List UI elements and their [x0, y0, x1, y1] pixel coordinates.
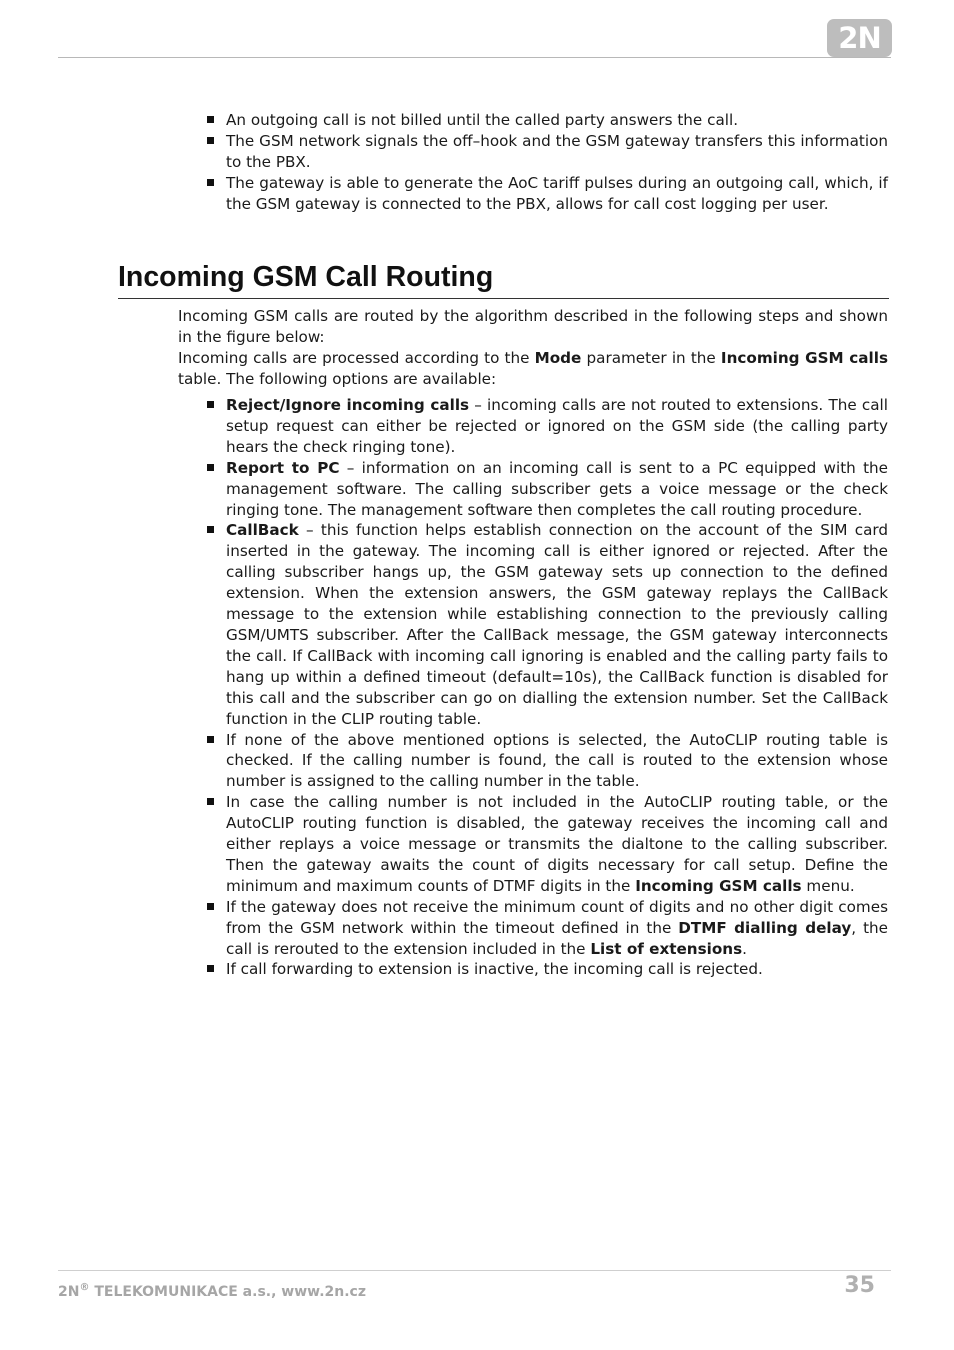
bullet-icon [207, 903, 214, 910]
list-item: Reject/Ignore incoming calls – incoming calls are not routed to extensions. The call setup request can either be rejected or ignored on the GSM side (the calling party hears the check ringing tone). [207, 395, 888, 458]
bullet-icon [207, 116, 214, 123]
bullet-icon [207, 736, 214, 743]
list-item: In case the calling number is not included in the AutoCLIP routing table, or the AutoCLIP routing function is disabled, the gateway receives the incoming call and either replays a voice message or transmits the dialtone to the calling subscriber. Then the gateway awaits the count of digits necessary for call setup. Define the minimum and maximum counts of DTMF digits in the Incoming GSM calls menu. [207, 792, 888, 897]
list-item: The gateway is able to generate the AoC tariff pulses during an outgoing call, which, if the GSM gateway is connected to the PBX, allows for call cost logging per user. [207, 173, 888, 215]
page-number: 35 [844, 1273, 875, 1298]
bullet-icon [207, 965, 214, 972]
bullet-icon [207, 526, 214, 533]
list-item: If the gateway does not receive the minimum count of digits and no other digit comes from the GSM network within the timeout defined in the DTMF dialling delay, the call is rerouted to the extension included in the List of extensions. [207, 897, 888, 960]
mode-options-list [207, 395, 888, 980]
section-intro [178, 306, 888, 390]
intro-paragraph: Incoming GSM calls are routed by the algorithm described in the following steps and shown in the figure below: [178, 307, 888, 346]
bullet-icon [207, 798, 214, 805]
bullet-icon [207, 464, 214, 471]
bullet-icon [207, 179, 214, 186]
footer-rule [58, 1270, 891, 1271]
bullet-icon [207, 401, 214, 408]
section-heading: Incoming GSM Call Routing [118, 258, 889, 299]
header-rule [58, 57, 891, 58]
list-item: An outgoing call is not billed until the called party answers the call. [207, 110, 888, 131]
list-item: If call forwarding to extension is inactive, the incoming call is rejected. [207, 959, 888, 980]
footer-company: 2N® TELEKOMUNIKACE a.s., www.2n.cz [58, 1282, 366, 1300]
intro-bullet-list [207, 110, 888, 215]
list-item: CallBack – this function helps establish connection on the account of the SIM card inserted in the gateway. The incoming call is either ignored or rejected. After the calling subscriber hangs up, the GSM gateway sets up connection to the defined extension. When the extension answers, the GSM gateway replays the CallBack message to the extension while establishing connection to the previously calling GSM/UMTS subscriber. After the CallBack message, the GSM gateway interconnects the call. If CallBack with incoming call ignoring is enabled and the calling party fails to hang up within a defined timeout (default=10s), the CallBack function is disabled for this call and the subscriber can go on dialling the extension number. Set the CallBack function in the CLIP routing table. [207, 520, 888, 729]
list-item: The GSM network signals the off–hook and the GSM gateway transfers this information to the PBX. [207, 131, 888, 173]
mode-paragraph: Incoming calls are processed according to the Mode parameter in the Incoming GSM calls table. The following options are available: [178, 348, 888, 388]
bullet-icon [207, 137, 214, 144]
list-item: Report to PC – information on an incoming call is sent to a PC equipped with the management software. The calling subscriber gets a voice message or the check ringing tone. The management software then completes the call routing procedure. [207, 458, 888, 521]
list-item: If none of the above mentioned options is selected, the AutoCLIP routing table is checked. If the calling number is found, the call is routed to the extension whose number is assigned to the calling number in the table. [207, 730, 888, 793]
2n-logo: 2N [827, 19, 892, 57]
